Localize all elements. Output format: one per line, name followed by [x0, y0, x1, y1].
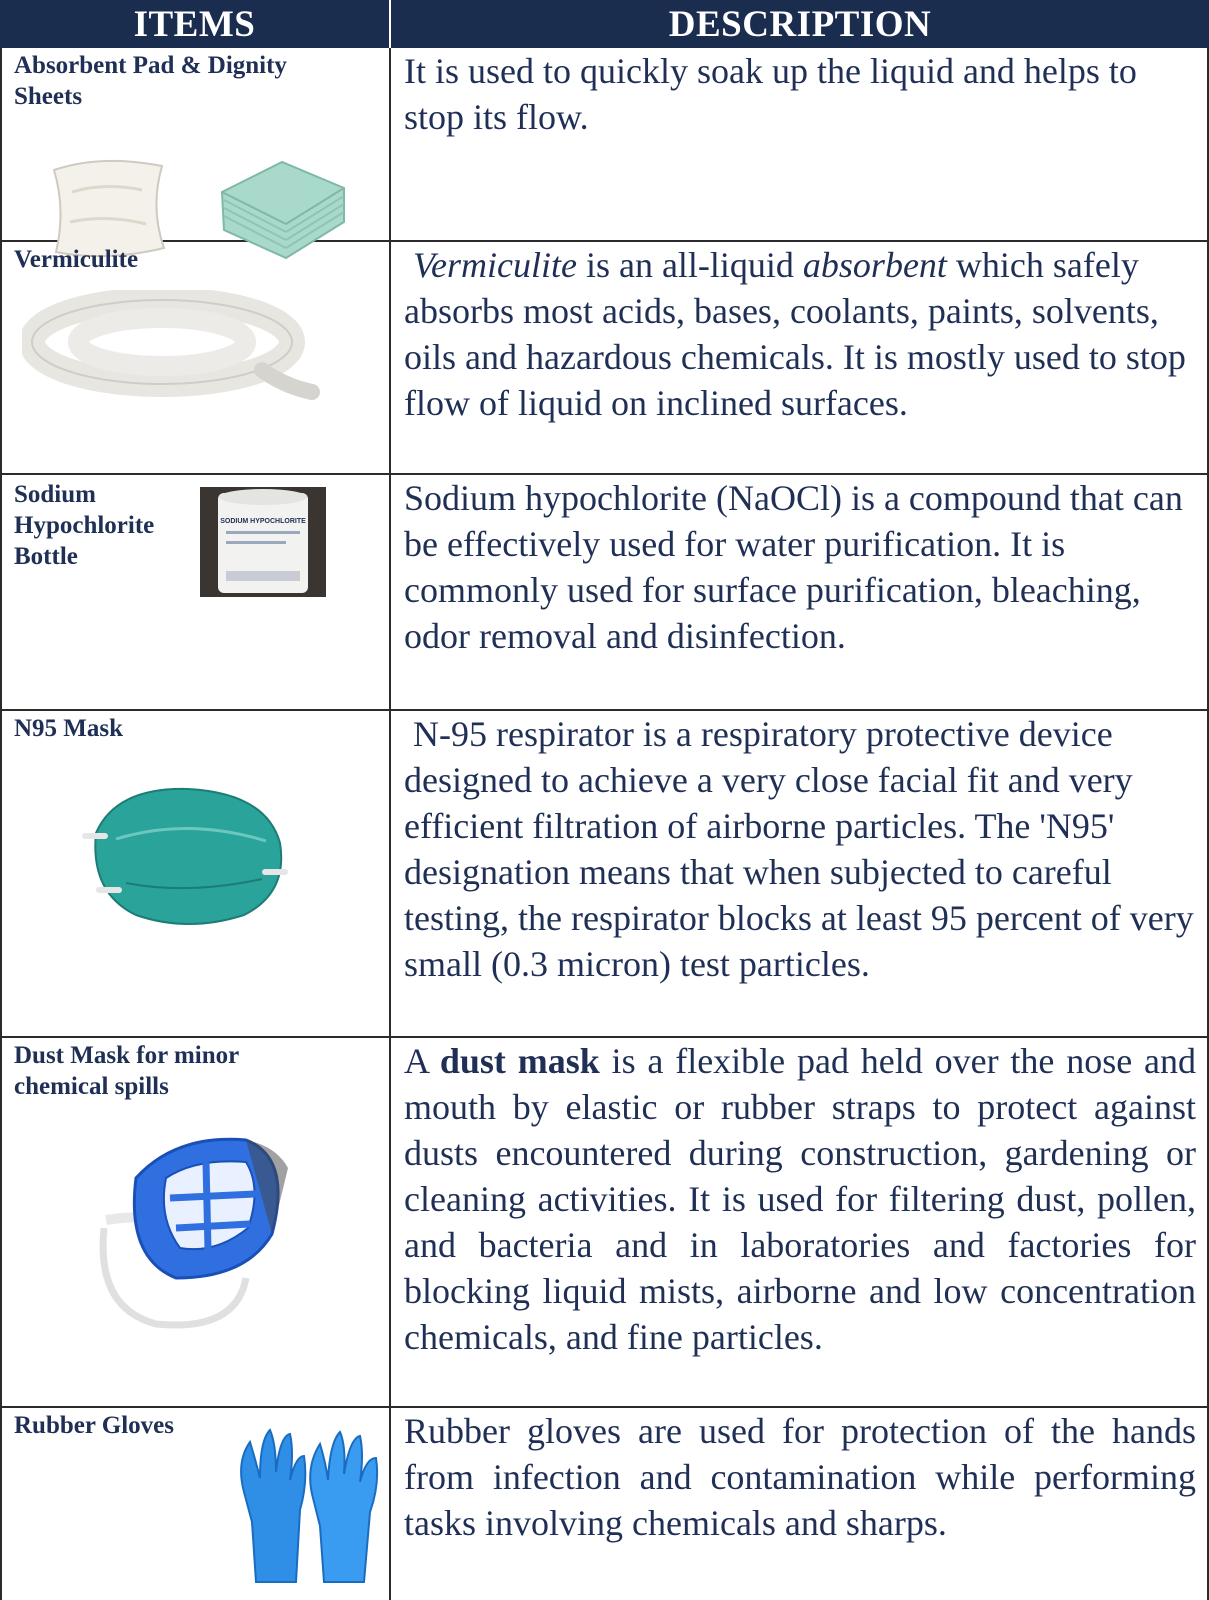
table-row [0, 475, 1209, 711]
rubber-gloves-image [230, 1422, 386, 1588]
item-name: N95 Mask [14, 715, 124, 742]
description-text: which safely absorbs most acids, bases, coolants, paints, solvents, oils and hazardous chemicals. It is mostly used to stop flow of liquid on inclined surfaces. [404, 245, 1186, 423]
description-text: is an all-liquid [576, 245, 803, 285]
table-row [0, 1408, 1209, 1600]
sodium-hypochlorite-bottle-image [200, 487, 326, 597]
table-left-border [0, 48, 2, 1600]
table-header [0, 0, 1209, 48]
dust-mask-image [96, 1128, 296, 1332]
item-description [404, 242, 1196, 426]
header-description: DESCRIPTION [668, 4, 932, 45]
description-italic-term: absorbent [802, 245, 947, 285]
n95-mask-image [76, 783, 296, 933]
table-row [0, 1038, 1209, 1408]
table-row [0, 242, 1209, 475]
header-items: ITEMS [133, 4, 256, 45]
bottle-label: SODIUM HYPOCHLORITE [220, 518, 306, 525]
vermiculite-sock-image [22, 290, 322, 402]
item-name: Dust Mask for minor chemical spills [14, 1042, 239, 1100]
item-description: Sodium hypochlorite (NaOCl) is a compound that can be effectively used for water purification. It is commonly used for surface purification, bleaching, odor removal and disinfection. [404, 478, 1183, 656]
item-name: Absorbent Pad & Dignity Sheets [14, 52, 287, 110]
item-description [404, 1038, 1196, 1360]
item-description: It is used to quickly soak up the liquid and helps to stop its flow. [404, 51, 1137, 137]
table-row [0, 48, 1209, 242]
description-text: is a flexible pad held over the nose and mouth by elastic or rubber straps to protect against dusts encountered during construction, gardening or cleaning activities. It is used for filtering dust, pollen, and bacteria and in laboratories and factories for blocking liquid mists, airborne and low concentration chemicals, and fine particles. [404, 1041, 1196, 1357]
description-bold-term: dust mask [439, 1041, 600, 1081]
column-divider [389, 48, 391, 1600]
description-text: A [404, 1041, 440, 1081]
item-name: Rubber Gloves [14, 1412, 174, 1439]
table-row [0, 711, 1209, 1038]
item-description: Rubber gloves are used for protection of the hands from infection and contamination while performing tasks involving chemicals and sharps. [404, 1411, 1196, 1543]
description-italic-term: Vermiculite [413, 245, 577, 285]
item-description [404, 711, 1196, 987]
item-name: Sodium Hypochlorite Bottle [14, 481, 155, 570]
description-text: N-95 respirator is a respiratory protective device designed to achieve a very close facial fit and very efficient filtration of airborne particles. The 'N95' designation means that when subjected to careful testing, the respirator blocks at least 95 percent of very small (0.3 micron) test particles. [404, 714, 1194, 984]
item-name: Vermiculite [14, 246, 139, 273]
